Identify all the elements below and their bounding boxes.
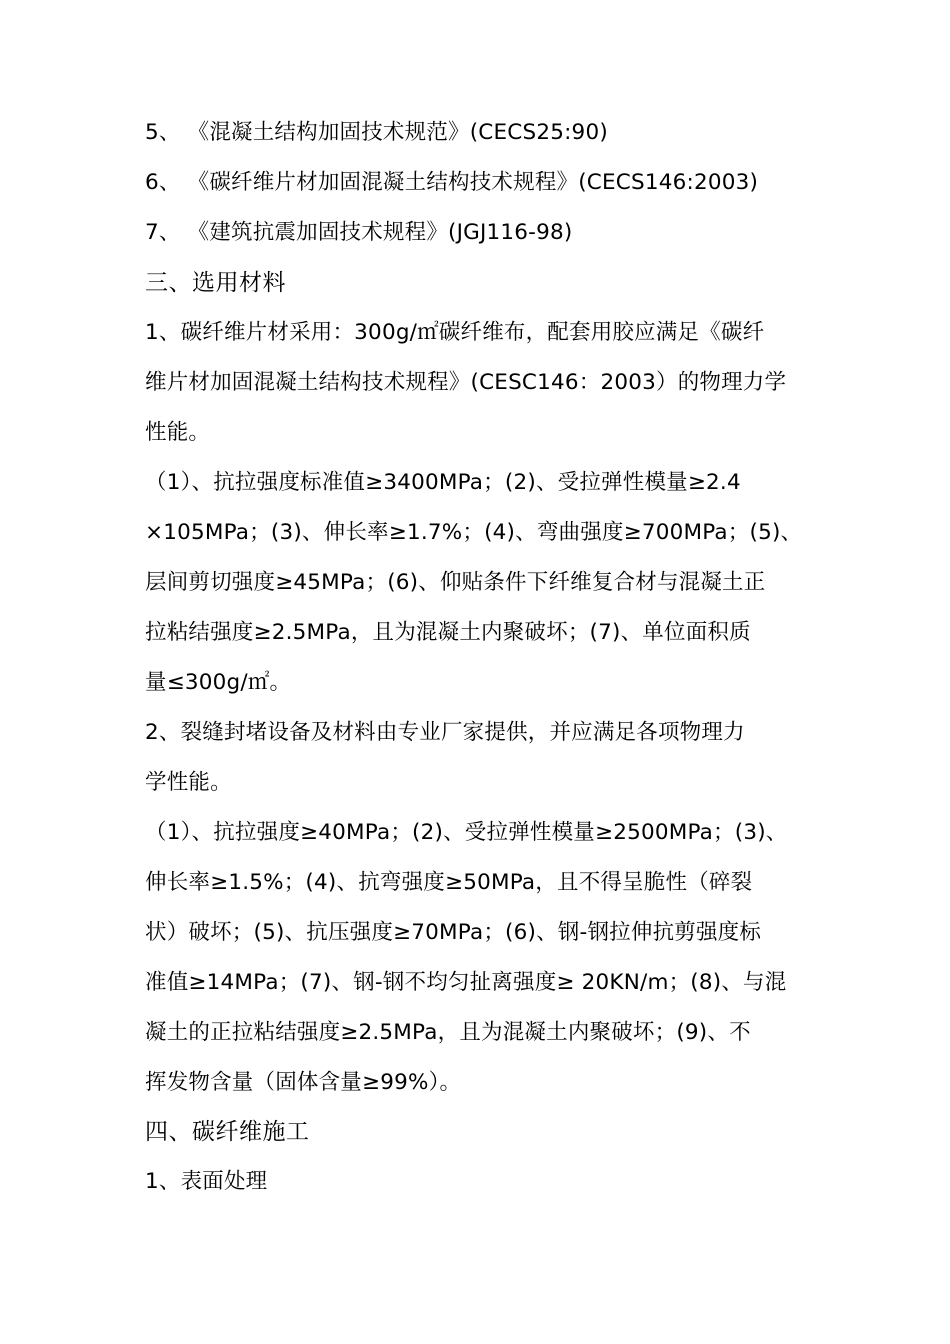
paragraph-line: 2、裂缝封堵设备及材料由专业厂家提供，并应满足各项物理力 bbox=[145, 720, 745, 745]
section-heading-construction: 四、碳纤维施工 bbox=[145, 1119, 310, 1145]
paragraph-line: 状）破坏；(5)、抗压强度≥70MPa；(6)、钢-钢拉伸抗剪强度标 bbox=[145, 920, 762, 945]
paragraph-line: 伸长率≥1.5%；(4)、抗弯强度≥50MPa，且不得呈脆性（碎裂 bbox=[145, 870, 753, 895]
paragraph-line: 1、碳纤维片材采用：300g/㎡碳纤维布，配套用胶应满足《碳纤 bbox=[145, 320, 765, 345]
reference-item-7: 7、 《建筑抗震加固技术规程》(JGJ116-98) bbox=[145, 220, 573, 245]
paragraph-line: 学性能。 bbox=[145, 770, 232, 795]
paragraph-line: 层间剪切强度≥45MPa；(6)、仰贴条件下纤维复合材与混凝土正 bbox=[145, 570, 766, 595]
paragraph-line: ×105MPa；(3)、伸长率≥1.7%；(4)、弯曲强度≥700MPa；(5)、 bbox=[145, 520, 803, 545]
reference-item-6: 6、 《碳纤维片材加固混凝土结构技术规程》(CECS146:2003) bbox=[145, 170, 759, 195]
paragraph-line: 量≤300g/㎡。 bbox=[145, 670, 292, 695]
subsection-heading-surface-treatment: 1、表面处理 bbox=[145, 1169, 268, 1194]
paragraph-line: 维片材加固混凝土结构技术规程》(CESC146：2003）的物理力学 bbox=[145, 370, 787, 395]
paragraph-line: 拉粘结强度≥2.5MPa，且为混凝土内聚破坏；(7)、单位面积质 bbox=[145, 620, 751, 645]
reference-item-5: 5、 《混凝土结构加固技术规范》(CECS25:90) bbox=[145, 120, 608, 145]
paragraph-line: 性能。 bbox=[145, 420, 211, 445]
paragraph-line: （1）、抗拉强度≥40MPa；(2)、受拉弹性模量≥2500MPa；(3)、 bbox=[145, 820, 788, 845]
paragraph-line: （1）、抗拉强度标准值≥3400MPa；(2)、受拉弹性模量≥2.4 bbox=[145, 470, 741, 495]
paragraph-line: 准值≥14MPa；(7)、钢-钢不均匀扯离强度≥ 20KN/m；(8)、与混 bbox=[145, 970, 787, 995]
paragraph-line: 挥发物含量（固体含量≥99%）。 bbox=[145, 1070, 462, 1095]
section-heading-materials: 三、选用材料 bbox=[145, 270, 286, 296]
paragraph-line: 凝土的正拉粘结强度≥2.5MPa，且为混凝土内聚破坏；(9)、不 bbox=[145, 1020, 751, 1045]
